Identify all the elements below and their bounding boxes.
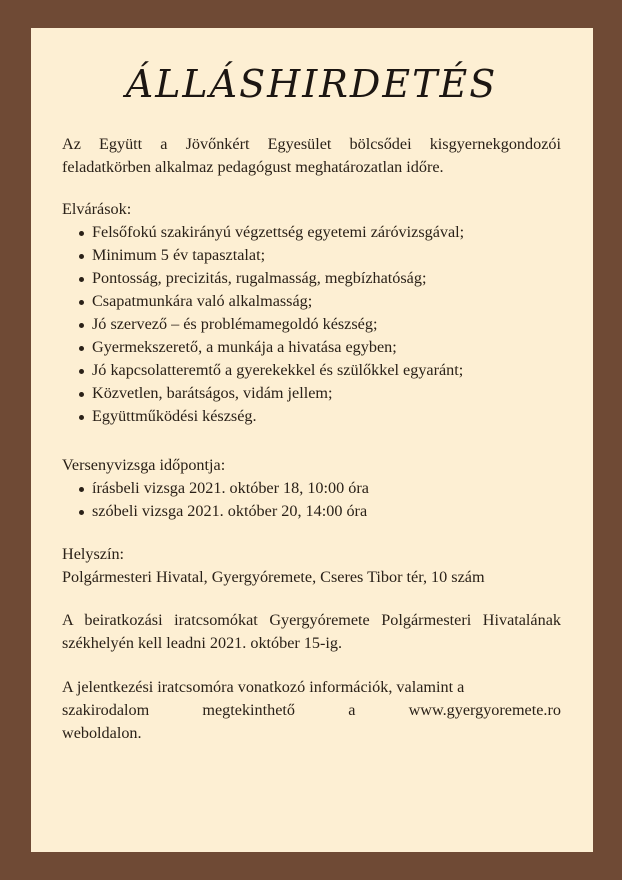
info-word: a bbox=[348, 701, 356, 719]
requirements-list bbox=[62, 221, 561, 428]
list-item: Minimum 5 év tapasztalat; bbox=[62, 244, 561, 267]
intro-paragraph: Az Együtt a Jövőnkért Egyesület bölcsődei kisgyernekgondozói feladatkörben alkalmaz pedagógust meghatározatlan időre. bbox=[62, 135, 561, 176]
page-title: ÁLLÁSHIRDETÉS bbox=[125, 62, 498, 106]
list-item: Felsőfokú szakirányú végzettség egyetemi záróvizsgával; bbox=[62, 221, 561, 244]
requirements-label: Elvárások: bbox=[62, 200, 132, 218]
job-posting-page bbox=[31, 28, 593, 852]
list-item: szóbeli vizsga 2021. október 20, 14:00 óra bbox=[62, 500, 561, 523]
list-item: Jó kapcsolatteremtő a gyerekekkel és szülőkkel egyaránt; bbox=[62, 359, 561, 382]
website-link: www.gyergyoremete.ro bbox=[408, 701, 561, 719]
list-item: Gyermekszerető, a munkája a hivatása egyben; bbox=[62, 336, 561, 359]
info-word: szakirodalom bbox=[62, 701, 150, 719]
info-line-1: A jelentkezési iratcsomóra vonatkozó információk, valamint a bbox=[62, 678, 465, 696]
documents-paragraph: A beiratkozási iratcsomókat Gyergyóremete Polgármesteri Hivatalának székhelyén kell leadni 2021. október 15-ig. bbox=[62, 611, 561, 652]
location-value: Polgármesteri Hivatal, Gyergyóremete, Cseres Tibor tér, 10 szám bbox=[62, 568, 485, 586]
list-item: Közvetlen, barátságos, vidám jellem; bbox=[62, 382, 561, 405]
info-paragraph bbox=[62, 676, 561, 745]
list-item: írásbeli vizsga 2021. október 18, 10:00 óra bbox=[62, 477, 561, 500]
list-item: Pontosság, precizitás, rugalmasság, megbízhatóság; bbox=[62, 267, 561, 290]
info-line-2 bbox=[62, 699, 561, 722]
info-line-3: weboldalon. bbox=[62, 724, 142, 742]
location-label: Helyszín: bbox=[62, 545, 125, 563]
list-item: Csapatmunkára való alkalmasság; bbox=[62, 290, 561, 313]
exam-date-label: Versenyvizsga időpontja: bbox=[62, 456, 226, 474]
exam-list bbox=[62, 477, 561, 523]
list-item: Együttműködési készség. bbox=[62, 405, 561, 428]
list-item: Jó szervező – és problémamegoldó készség; bbox=[62, 313, 561, 336]
info-word: megtekinthető bbox=[202, 701, 296, 719]
